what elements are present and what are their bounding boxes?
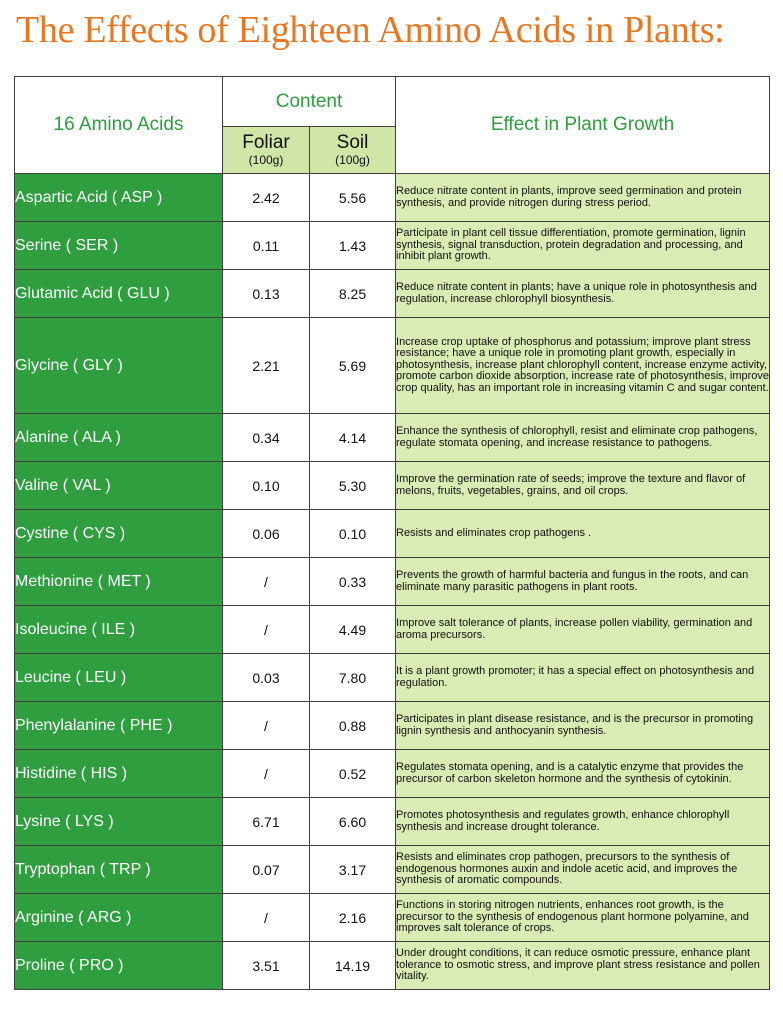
table-row xyxy=(15,510,770,558)
table-row xyxy=(15,750,770,798)
effect-text: Enhance the synthesis of chlorophyll, resist and eliminate crop pathogens, regulate stomata opening, and increase resistance to pathogens. xyxy=(396,414,770,462)
header-foliar-unit: (100g) xyxy=(248,153,284,167)
amino-acid-name: Methionine ( MET ) xyxy=(15,558,223,606)
soil-value: 3.17 xyxy=(310,846,396,894)
foliar-value: / xyxy=(223,894,310,942)
effect-text: Participates in plant disease resistance, and is the precursor in promoting lignin synthesis and anthocyanin synthesis. xyxy=(396,702,770,750)
amino-acid-name: Aspartic Acid ( ASP ) xyxy=(15,174,223,222)
amino-acid-name: Isoleucine ( ILE ) xyxy=(15,606,223,654)
table-row xyxy=(15,846,770,894)
table-row xyxy=(15,942,770,990)
foliar-value: / xyxy=(223,750,310,798)
foliar-value: 0.07 xyxy=(223,846,310,894)
soil-value: 1.43 xyxy=(310,222,396,270)
foliar-value: 0.13 xyxy=(223,270,310,318)
amino-acid-name: Valine ( VAL ) xyxy=(15,462,223,510)
amino-acid-name: Glycine ( GLY ) xyxy=(15,318,223,414)
foliar-value: 2.42 xyxy=(223,174,310,222)
header-soil-unit: (100g) xyxy=(335,153,370,167)
effect-text: Improve the germination rate of seeds; improve the texture and flavor of melons, fruits, vegetables, grains, and oil crops. xyxy=(396,462,770,510)
page-title: The Effects of Eighteen Amino Acids in Plants: xyxy=(16,9,725,51)
header-effect: Effect in Plant Growth xyxy=(396,77,770,174)
effect-text: Under drought conditions, it can reduce osmotic pressure, enhance plant tolerance to osmotic stress, and improve plant stress resistance and pollen vitality. xyxy=(396,942,770,990)
foliar-value: / xyxy=(223,702,310,750)
table-row xyxy=(15,462,770,510)
amino-acid-name: Glutamic Acid ( GLU ) xyxy=(15,270,223,318)
foliar-value: 6.71 xyxy=(223,798,310,846)
header-foliar xyxy=(223,127,310,174)
table-row xyxy=(15,894,770,942)
header-soil xyxy=(310,127,396,174)
foliar-value: 3.51 xyxy=(223,942,310,990)
soil-value: 2.16 xyxy=(310,894,396,942)
effect-text: Increase crop uptake of phosphorus and potassium; improve plant stress resistance; have a unique role in promoting plant growth, especially in photosynthesis, increase plant chlorophyll content, increase enzyme activity, promote carbon dioxide absorption, increase rate of photosynthesis, improve crop quality, has an important role in increasing vitamin C and sugar content. xyxy=(396,318,770,414)
table-row xyxy=(15,606,770,654)
table-row xyxy=(15,702,770,750)
table-row xyxy=(15,174,770,222)
amino-acid-name: Serine ( SER ) xyxy=(15,222,223,270)
table-row xyxy=(15,654,770,702)
soil-value: 14.19 xyxy=(310,942,396,990)
foliar-value: 0.11 xyxy=(223,222,310,270)
effect-text: It is a plant growth promoter; it has a special effect on photosynthesis and regulation. xyxy=(396,654,770,702)
header-amino-acids: 16 Amino Acids xyxy=(15,77,223,174)
amino-acid-name: Leucine ( LEU ) xyxy=(15,654,223,702)
table-row xyxy=(15,414,770,462)
soil-value: 4.49 xyxy=(310,606,396,654)
effect-text: Reduce nitrate content in plants, improve seed germination and protein synthesis, and provide nitrogen during stress period. xyxy=(396,174,770,222)
table-row xyxy=(15,318,770,414)
header-content: Content xyxy=(223,77,396,127)
table-row xyxy=(15,798,770,846)
amino-acid-name: Arginine ( ARG ) xyxy=(15,894,223,942)
soil-value: 0.33 xyxy=(310,558,396,606)
foliar-value: 0.10 xyxy=(223,462,310,510)
header-soil-label: Soil xyxy=(336,132,369,153)
soil-value: 5.56 xyxy=(310,174,396,222)
effect-text: Reduce nitrate content in plants; have a unique role in photosynthesis and regulation, increase chlorophyll biosynthesis. xyxy=(396,270,770,318)
soil-value: 0.10 xyxy=(310,510,396,558)
soil-value: 5.30 xyxy=(310,462,396,510)
soil-value: 0.52 xyxy=(310,750,396,798)
soil-value: 6.60 xyxy=(310,798,396,846)
table-body xyxy=(15,174,770,990)
soil-value: 7.80 xyxy=(310,654,396,702)
soil-value: 5.69 xyxy=(310,318,396,414)
foliar-value: / xyxy=(223,558,310,606)
amino-acid-table xyxy=(14,76,770,990)
effect-text: Functions in storing nitrogen nutrients, enhances root growth, is the precursor to the synthesis of endogenous plant hormone polyamine, and improves salt tolerance of crops. xyxy=(396,894,770,942)
soil-value: 4.14 xyxy=(310,414,396,462)
effect-text: Regulates stomata opening, and is a catalytic enzyme that provides the precursor of carbon skeleton hormone and the synthesis of cytokinin. xyxy=(396,750,770,798)
effect-text: Promotes photosynthesis and regulates growth, enhance chlorophyll synthesis and increase drought tolerance. xyxy=(396,798,770,846)
header-foliar-label: Foliar xyxy=(242,132,290,153)
foliar-value: 0.06 xyxy=(223,510,310,558)
effect-text: Improve salt tolerance of plants, increase pollen viability, germination and aroma precursors. xyxy=(396,606,770,654)
effect-text: Resists and eliminates crop pathogen, precursors to the synthesis of endogenous hormones auxin and indole acetic acid, and improves the synthesis of aromatic compounds. xyxy=(396,846,770,894)
soil-value: 8.25 xyxy=(310,270,396,318)
table-row xyxy=(15,558,770,606)
effect-text: Participate in plant cell tissue differentiation, promote germination, lignin synthesis, signal transduction, protein degradation and processing, and inhibit plant growth. xyxy=(396,222,770,270)
amino-acid-name: Histidine ( HIS ) xyxy=(15,750,223,798)
amino-acid-name: Phenylalanine ( PHE ) xyxy=(15,702,223,750)
amino-acid-name: Alanine ( ALA ) xyxy=(15,414,223,462)
effect-text: Resists and eliminates crop pathogens . xyxy=(396,510,770,558)
foliar-value: 2.21 xyxy=(223,318,310,414)
amino-acid-name: Proline ( PRO ) xyxy=(15,942,223,990)
foliar-value: 0.34 xyxy=(223,414,310,462)
amino-acid-name: Lysine ( LYS ) xyxy=(15,798,223,846)
table-row xyxy=(15,270,770,318)
table-row xyxy=(15,222,770,270)
amino-acid-name: Cystine ( CYS ) xyxy=(15,510,223,558)
effect-text: Prevents the growth of harmful bacteria and fungus in the roots, and can eliminate many parasitic pathogens in plant roots. xyxy=(396,558,770,606)
foliar-value: / xyxy=(223,606,310,654)
soil-value: 0.88 xyxy=(310,702,396,750)
foliar-value: 0.03 xyxy=(223,654,310,702)
amino-acid-name: Tryptophan ( TRP ) xyxy=(15,846,223,894)
